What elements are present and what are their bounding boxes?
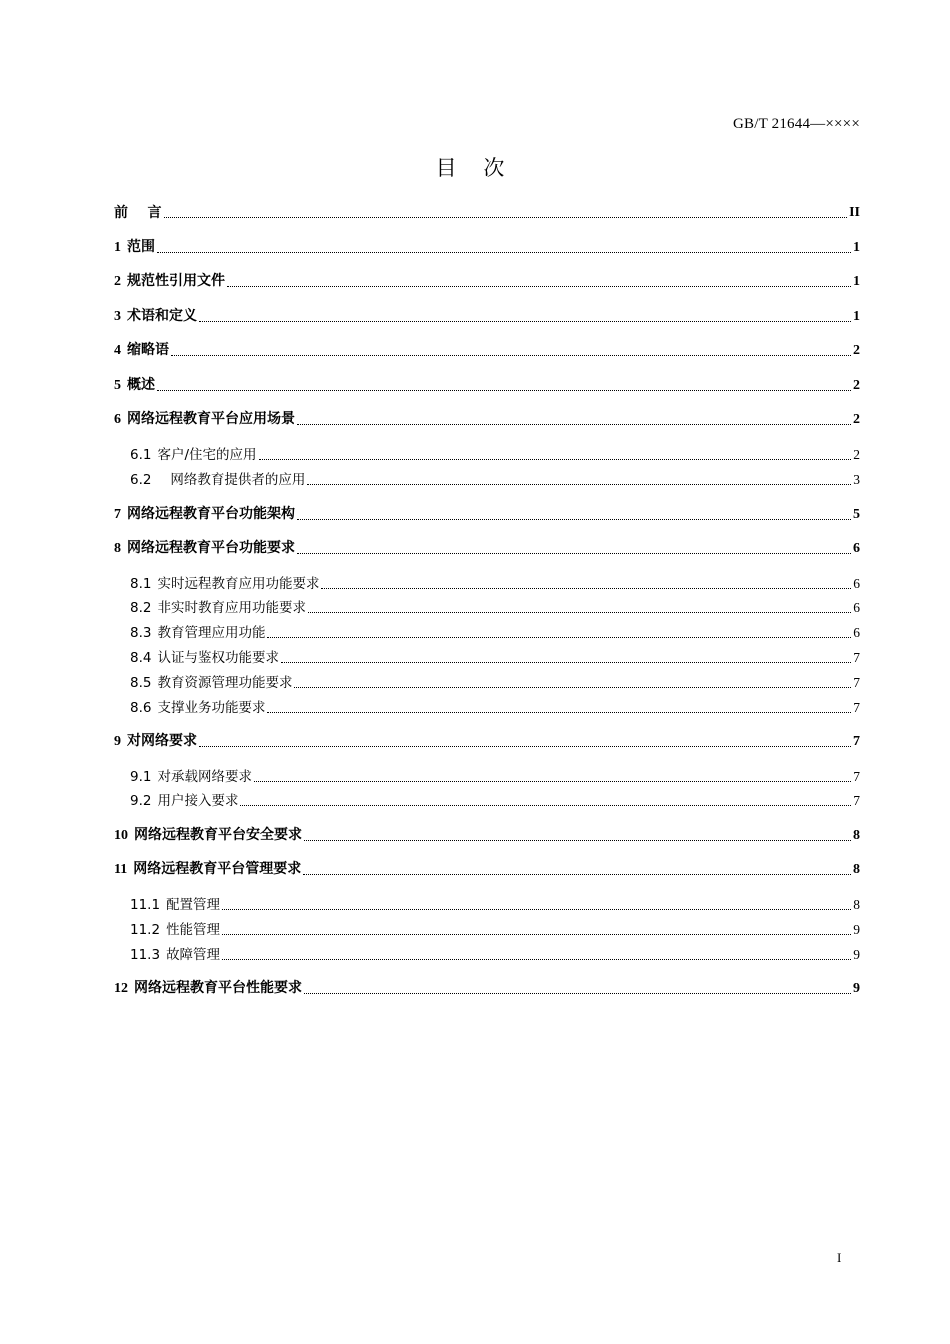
toc-leader-dots [304,840,851,841]
toc-entry-title: 实时远程教育应用功能要求 [157,576,320,592]
toc-entry-label [130,574,319,594]
toc-entry-label [114,825,302,846]
toc-entry-label [130,791,238,811]
standard-code: GB/T 21644—×××× [733,116,860,132]
toc-entry[interactable] [130,791,860,811]
toc-entry-number: 8.2 [130,600,152,616]
toc-entry-label [114,731,197,752]
toc-entry-label [130,623,265,643]
toc-entry-number: 2 [114,274,121,289]
toc-entry[interactable] [114,341,860,361]
toc-entry-title: 网络远程教育平台安全要求 [134,827,302,843]
toc-entry[interactable] [114,238,860,258]
toc-entry-number: 8.6 [130,700,152,716]
toc-entry-title: 性能管理 [166,922,221,938]
toc-entry-number: 11.2 [130,922,161,938]
toc-entry[interactable] [130,698,860,718]
toc-entry-title: 规范性引用文件 [127,273,225,289]
toc-entry[interactable] [114,203,860,223]
toc-entry-page: 6 [853,541,860,556]
page-number: I [837,1250,842,1265]
toc-entry-number: 11.3 [130,947,161,963]
toc-entry[interactable] [114,732,860,752]
toc-entry-page: 7 [853,769,860,784]
toc-entry-label [114,306,197,327]
toc-leader-dots [222,909,851,910]
toc-entry-number: 8.4 [130,650,152,666]
toc-title: 目 次 [435,156,515,180]
toc-entry-label [130,470,305,490]
toc-entry-number: 6 [114,412,121,427]
toc-entry-title: 配置管理 [166,897,221,913]
toc-leader-dots [259,459,852,460]
toc-entry-page: 1 [853,274,860,289]
toc-entry-page: 6 [853,600,860,615]
toc-entry-title: 非实时教育应用功能要求 [157,600,306,616]
toc-entry-page: 7 [853,793,860,808]
toc-entry-number: 8 [114,541,121,556]
toc-leader-dots [281,662,851,663]
toc-entry-page: 5 [853,507,860,522]
toc-entry-number: 12 [114,981,128,996]
toc-entry[interactable] [114,376,860,396]
toc-entry-number: 9.1 [130,769,152,785]
toc-entry-number: 4 [114,343,121,358]
toc-entry[interactable] [114,307,860,327]
toc-entry-page: 9 [853,981,860,996]
toc-entry-title: 网络远程教育平台应用场景 [127,411,295,427]
toc-entry-page: 1 [853,240,860,255]
toc-leader-dots [303,874,851,875]
toc-entry-title: 支撑业务功能要求 [157,700,266,716]
toc-entry-page: 9 [853,947,860,962]
toc-entry[interactable] [130,920,860,940]
toc-entry[interactable] [130,445,860,465]
toc-entry[interactable] [114,979,860,999]
toc-entry-title: 故障管理 [166,947,221,963]
toc-entry-title: 网络远程教育平台功能架构 [127,506,295,522]
toc-entry-number: 9.2 [130,793,152,809]
toc-entry-page: 7 [853,675,860,690]
toc-entry-page: 2 [853,343,860,358]
toc-entry-page: II [849,205,860,220]
toc-entry[interactable] [130,470,860,490]
toc-leader-dots [222,959,851,960]
toc-leader-dots [240,805,851,806]
toc-entry-title: 网络教育提供者的应用 [157,472,306,488]
toc-leader-dots [199,321,851,322]
toc-leader-dots [157,252,851,253]
toc-entry-number: 6.2 [130,472,152,488]
toc-leader-dots [308,612,851,613]
toc-entry-label [130,445,257,465]
toc-entry[interactable] [130,767,860,787]
toc-entry-label [114,504,295,525]
toc-entry-page: 6 [853,576,860,591]
toc-entry-title: 前 言 [114,205,162,221]
toc-entry-number: 6.1 [130,447,152,463]
toc-entry-label [130,648,279,668]
toc-entry[interactable] [130,945,860,965]
toc-entry-label [130,698,265,718]
toc-leader-dots [267,637,851,638]
toc-entry-label [130,920,220,940]
toc-entry-title: 缩略语 [127,342,169,358]
toc-entry-number: 10 [114,828,128,843]
toc-leader-dots [304,993,851,994]
toc-entry-number: 1 [114,240,121,255]
toc-entry-label [114,409,295,430]
toc-entry[interactable] [114,410,860,430]
toc-entry-page: 2 [853,412,860,427]
toc-entry[interactable] [130,574,860,594]
toc-entry-label [114,203,162,223]
toc-entry-page: 7 [853,700,860,715]
toc-entry-page: 8 [853,828,860,843]
toc-entry-label [130,945,220,965]
toc-entry-title: 对网络要求 [127,733,197,749]
toc-entry-title: 网络远程教育平台性能要求 [134,980,302,996]
toc-entry[interactable] [114,272,860,292]
toc-entry[interactable] [114,860,860,880]
toc-entry-number: 11 [114,862,128,877]
toc-entry-page: 8 [853,862,860,877]
toc-entry-page: 2 [853,447,860,462]
toc-entry-title: 用户接入要求 [157,793,239,809]
toc-entry-title: 网络远程教育平台功能要求 [127,540,295,556]
toc-leader-dots [297,519,851,520]
toc-entry-number: 8.5 [130,675,152,691]
toc-entry-number: 5 [114,378,121,393]
toc-leader-dots [254,781,851,782]
toc-entry-title: 教育管理应用功能 [157,625,266,641]
toc-entry-title: 客户/住宅的应用 [157,447,257,463]
toc-leader-dots [297,553,851,554]
toc-entry[interactable] [130,895,860,915]
toc-entry-title: 认证与鉴权功能要求 [157,650,279,666]
toc-entry[interactable] [130,598,860,618]
toc-entry-page: 2 [853,378,860,393]
toc-entry-title: 概述 [127,377,155,393]
toc-leader-dots [321,588,851,589]
toc-entry[interactable] [114,826,860,846]
toc-leader-dots [222,934,851,935]
toc-entry[interactable] [130,623,860,643]
toc-entry-number: 8.1 [130,576,152,592]
toc-entry-label [130,895,220,915]
toc-entry-label [130,673,292,693]
toc-entry[interactable] [130,648,860,668]
toc-leader-dots [294,687,851,688]
toc-entry-page: 6 [853,625,860,640]
toc-leader-dots [227,286,851,287]
toc-leader-dots [171,355,851,356]
toc-entry-label [130,767,252,787]
toc-leader-dots [297,424,851,425]
toc-entry-label [114,538,295,559]
toc-entry-title: 网络远程教育平台管理要求 [133,861,302,877]
toc-entry-page: 9 [853,922,860,937]
toc-entry-label [114,271,225,292]
toc-leader-dots [199,746,851,747]
toc-leader-dots [267,712,851,713]
toc-entry-label [114,978,302,999]
toc-entry-title: 教育资源管理功能要求 [157,675,293,691]
toc-entry[interactable] [114,505,860,525]
toc-entry-label [114,237,155,258]
toc-leader-dots [307,484,851,485]
toc-entry-page: 3 [853,472,860,487]
toc-entry-label [114,340,169,361]
toc-entry-page: 7 [853,734,860,749]
toc-entry-page: 1 [853,309,860,324]
toc-leader-dots [164,217,848,218]
toc-entry-number: 8.3 [130,625,152,641]
toc-leader-dots [157,390,851,391]
toc-entry-label [114,859,301,880]
toc-entry-label [114,375,155,396]
toc-entry-number: 9 [114,734,121,749]
toc-entry-number: 7 [114,507,121,522]
toc-entry-page: 7 [853,650,860,665]
toc-entry-label [130,598,306,618]
toc-entry-page: 8 [853,897,860,912]
toc-entry-title: 范围 [127,239,155,255]
toc-entry-number: 11.1 [130,897,161,913]
toc-entry-number: 3 [114,309,121,324]
toc-entry[interactable] [130,673,860,693]
toc-entry[interactable] [114,539,860,559]
toc-entry-title: 术语和定义 [127,308,197,324]
toc-entry-title: 对承载网络要求 [157,769,252,785]
